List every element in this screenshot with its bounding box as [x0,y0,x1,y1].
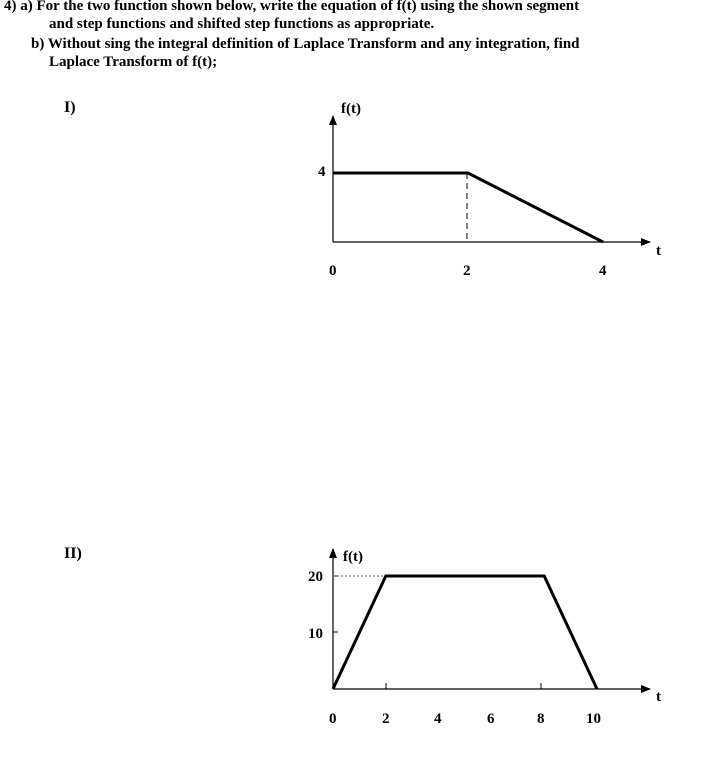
part-label-2: II) [64,545,82,562]
graph2-x-tick-0: 0 [329,711,337,727]
graph2-x-tick-10: 10 [586,711,601,727]
question-line-a1: 4) a) For the two function shown below, write the equation of f(t) using the shown segment [4,0,580,14]
graph2-x-tick-6: 6 [487,711,495,727]
graph1-x-tick-0: 0 [329,263,337,279]
part-label-1: I) [64,99,76,116]
graph2-y-axis-label: f(t) [343,549,363,565]
graph2-x-tick-8: 8 [537,711,545,727]
graph2-x-tick-4: 4 [434,711,442,727]
graph1-function-line [333,173,603,242]
graph2-x-axis-label: t [656,689,661,705]
graph2-function-line [333,576,597,689]
graph1-x-tick-2: 2 [463,263,471,279]
graph-2 [308,549,661,727]
graph1-y-tick-4: 4 [318,164,326,180]
question-line-b1: b) Without sing the integral definition of Laplace Transform and any integration, find [31,36,580,52]
graph2-y-tick-20: 20 [308,569,323,585]
graph2-y-tick-10: 10 [308,626,323,642]
graph1-x-axis-label: t [656,243,661,259]
graph1-x-tick-4: 4 [599,263,607,279]
graph-1 [318,101,661,279]
graph1-y-axis-label: f(t) [341,101,361,117]
graph2-x-tick-2: 2 [382,711,390,727]
question-line-a2: and step functions and shifted step functions as appropriate. [49,16,435,32]
question-line-b2: Laplace Transform of f(t); [49,54,218,70]
